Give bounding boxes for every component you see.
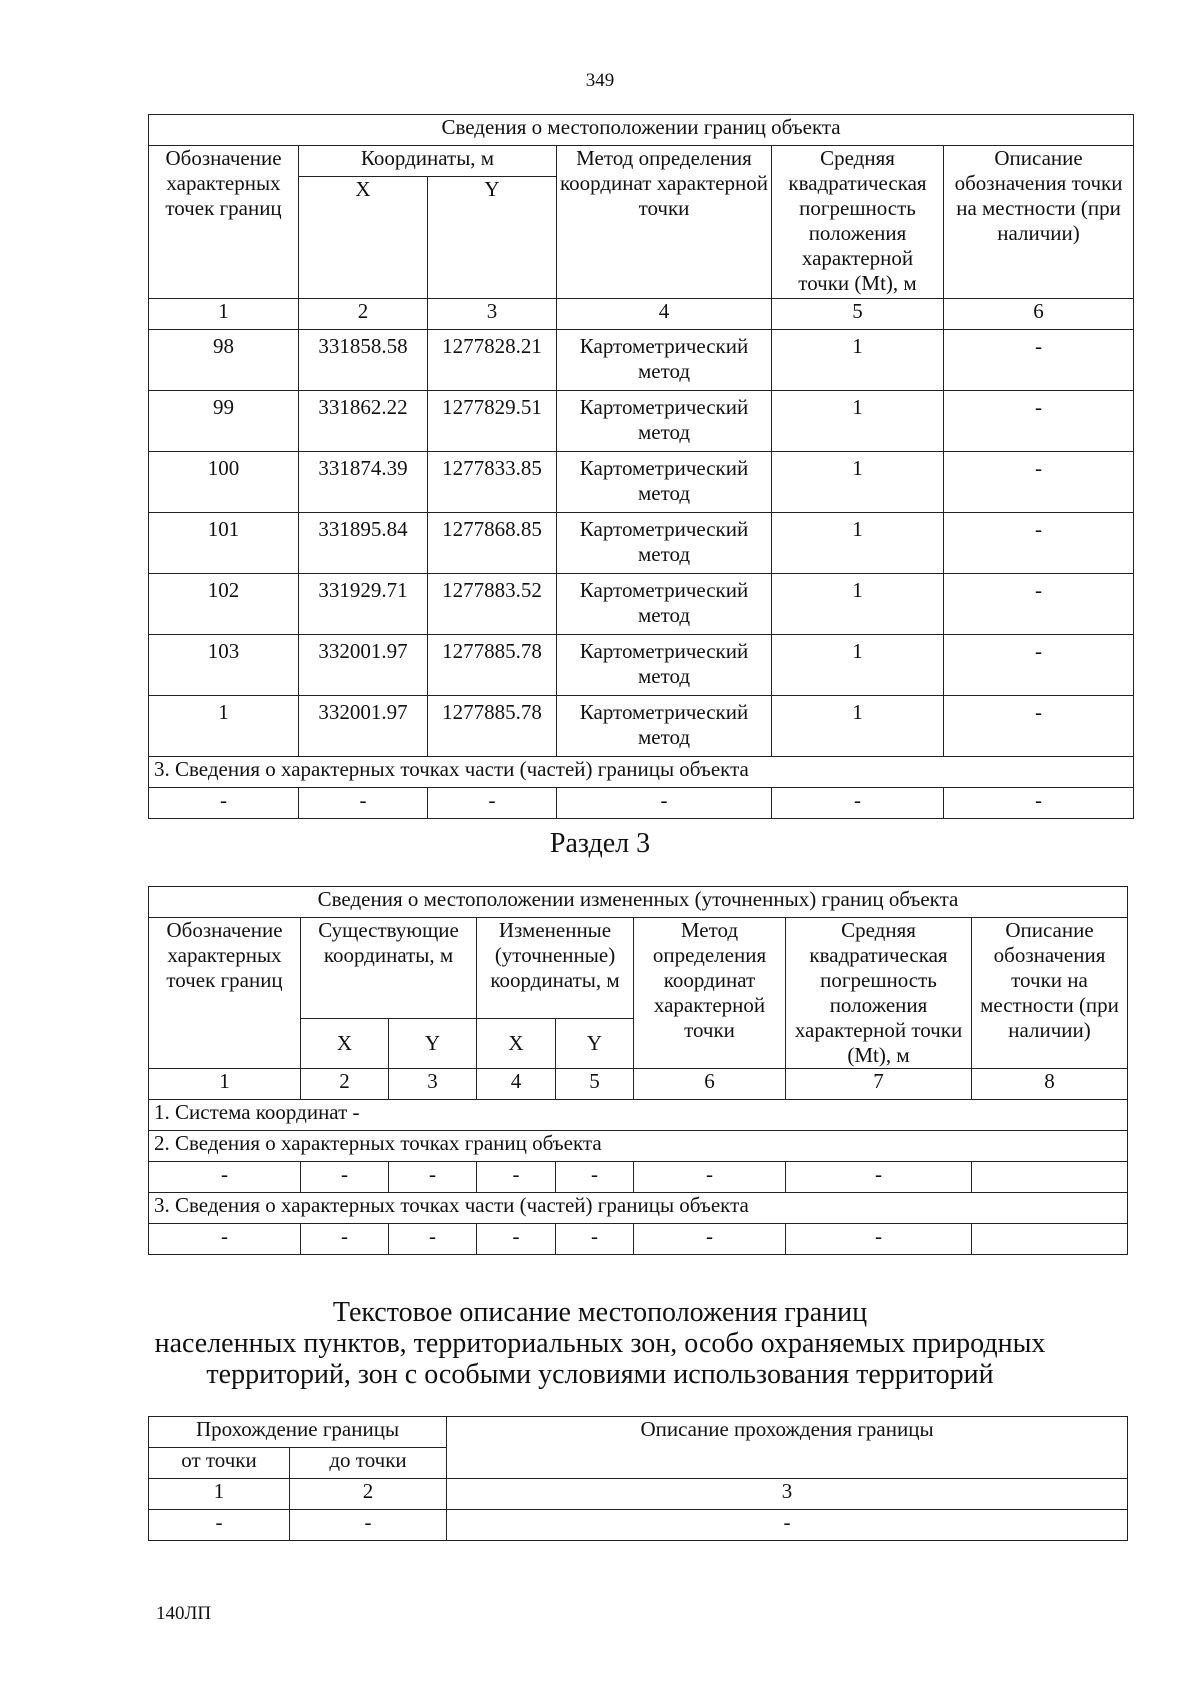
method-line1: Картометрический [579,395,749,419]
dash-cell: - [557,788,772,819]
dash-cell: - [786,1162,972,1193]
table2-section3-title: 3. Сведения о характерных точках части (частей) границы объекта [149,1193,1128,1224]
column-number: 1 [149,299,299,330]
accuracy: 1 [772,452,944,513]
dash-cell: - [556,1224,634,1255]
heading-line: населенных пунктов, территориальных зон, особо охраняемых природных [154,1328,1046,1359]
method [557,391,772,452]
column-number: 3 [428,299,557,330]
heading-line: Текстовое описание местоположения границ [332,1297,868,1328]
table1-header-accuracy: Средняя квадратическая погрешность положения характерной точки (Mt), м [772,146,944,299]
table1-title: Сведения о местоположении границ объекта [149,115,1134,146]
point-id: 101 [149,513,299,574]
dash-cell: - [290,1510,447,1541]
point-id: 98 [149,330,299,391]
table1-section3-title: 3. Сведения о характерных точках части (частей) границы объекта [149,757,1134,788]
dash-cell: - [389,1162,477,1193]
table-row [149,452,1134,513]
table-row [149,330,1134,391]
accuracy: 1 [772,330,944,391]
accuracy: 1 [772,635,944,696]
dash-cell: - [477,1162,556,1193]
column-number: 2 [299,299,428,330]
method-line1: Картометрический [579,700,749,724]
method-line2: метод [637,542,691,566]
method-line1: Картометрический [579,517,749,541]
method-line2: метод [637,603,691,627]
method-line2: метод [637,664,691,688]
description: - [944,696,1134,757]
column-number: 3 [447,1479,1128,1510]
table1-header-method: Метод определения координат характерной точки [557,146,772,299]
table-row [149,696,1134,757]
column-number: 6 [634,1069,786,1100]
table3-header-passage: Прохождение границы [149,1417,447,1448]
coord-x: 331929.71 [299,574,428,635]
column-number: 8 [972,1069,1128,1100]
method-line1: Картометрический [579,639,749,663]
column-number: 6 [944,299,1134,330]
table3-header-from: от точки [149,1448,290,1479]
dash-cell: - [634,1162,786,1193]
description: - [944,574,1134,635]
dash-cell: - [301,1162,389,1193]
table1-header-point: Обозначение характерных точек границ [149,146,299,299]
table2-header-x: X [301,1019,389,1069]
dash-cell: - [389,1224,477,1255]
section-heading: Раздел 3 [549,828,651,859]
dash-cell: - [786,1224,972,1255]
table2-coordinate-system: 1. Система координат - [149,1100,1128,1131]
point-id: 100 [149,452,299,513]
dash-cell: - [634,1224,786,1255]
method-line1: Картометрический [579,334,749,358]
method-line2: метод [637,420,691,444]
column-number: 5 [556,1069,634,1100]
table-row [149,574,1134,635]
empty-cell [972,1224,1128,1255]
coord-x: 331895.84 [299,513,428,574]
table2-header-accuracy: Средняя квадратическая погрешность положения характерной точки (Mt), м [786,918,972,1069]
dash-cell: - [944,788,1134,819]
method [557,635,772,696]
point-id: 103 [149,635,299,696]
method [557,696,772,757]
empty-cell [972,1162,1128,1193]
coord-x: 331874.39 [299,452,428,513]
boundary-points-table [148,114,1134,819]
coord-x: 331862.22 [299,391,428,452]
table-row [149,788,1134,819]
table2-header-changed: Измененные (уточненные) координаты, м [477,918,634,1019]
table1-header-y: Y [428,177,557,299]
changed-boundaries-table [148,886,1128,1255]
table-row [149,513,1134,574]
column-number: 2 [301,1069,389,1100]
table-row [149,391,1134,452]
table2-header-description: Описание обозначения точки на местности (при наличии) [972,918,1128,1069]
coord-x: 331858.58 [299,330,428,391]
text-description-heading [0,1297,1200,1390]
table2-header-y: Y [389,1019,477,1069]
description: - [944,330,1134,391]
coord-x: 332001.97 [299,635,428,696]
table-row [149,1224,1128,1255]
heading-line: территорий, зон с особыми условиями использования территорий [206,1359,994,1390]
column-number: 4 [557,299,772,330]
accuracy: 1 [772,696,944,757]
method-line2: метод [637,725,691,749]
dash-cell: - [299,788,428,819]
dash-cell: - [149,788,299,819]
description: - [944,635,1134,696]
description: - [944,391,1134,452]
method-line2: метод [637,481,691,505]
table-row [149,635,1134,696]
coord-y: 1277828.21 [428,330,557,391]
coord-y: 1277885.78 [428,635,557,696]
dash-cell: - [149,1162,301,1193]
method-line2: метод [637,359,691,383]
table2-header-x: X [477,1019,556,1069]
table1-header-x: X [299,177,428,299]
point-id: 1 [149,696,299,757]
column-number: 7 [786,1069,972,1100]
dash-cell: - [149,1510,290,1541]
description: - [944,452,1134,513]
coord-y: 1277829.51 [428,391,557,452]
table2-header-method: Метод определения координат характерной точки [634,918,786,1069]
method-line1: Картометрический [579,456,749,480]
table3-column-numbers [149,1479,1128,1510]
method [557,574,772,635]
table2-title: Сведения о местоположении измененных (уточненных) границ объекта [149,887,1128,918]
dash-cell: - [772,788,944,819]
document-code: 140ЛП [156,1603,212,1624]
point-id: 102 [149,574,299,635]
table3-header-to: до точки [290,1448,447,1479]
description: - [944,513,1134,574]
method [557,330,772,391]
coord-y: 1277868.85 [428,513,557,574]
table1-header-coords: Координаты, м [299,146,557,177]
dash-cell: - [301,1224,389,1255]
coord-y: 1277885.78 [428,696,557,757]
table-row [149,1162,1128,1193]
dash-cell: - [149,1224,301,1255]
column-number: 4 [477,1069,556,1100]
column-number: 1 [149,1479,290,1510]
point-id: 99 [149,391,299,452]
accuracy: 1 [772,513,944,574]
column-number: 3 [389,1069,477,1100]
table-row [149,1510,1128,1541]
dash-cell: - [447,1510,1128,1541]
method [557,452,772,513]
table3-header-description: Описание прохождения границы [447,1417,1128,1479]
table2-header-y: Y [556,1019,634,1069]
method [557,513,772,574]
table2-header-existing: Существующие координаты, м [301,918,477,1019]
method-line1: Картометрический [579,578,749,602]
coord-y: 1277883.52 [428,574,557,635]
accuracy: 1 [772,574,944,635]
table2-section2-title: 2. Сведения о характерных точках границ объекта [149,1131,1128,1162]
column-number: 2 [290,1479,447,1510]
column-number: 5 [772,299,944,330]
table1-column-numbers [149,299,1134,330]
accuracy: 1 [772,391,944,452]
dash-cell: - [428,788,557,819]
coord-x: 332001.97 [299,696,428,757]
table1-header-description: Описание обозначения точки на местности (при наличии) [944,146,1134,299]
dash-cell: - [556,1162,634,1193]
table2-column-numbers [149,1069,1128,1100]
page-number: 349 [585,70,615,91]
table2-header-point: Обозначение характерных точек границ [149,918,301,1069]
coord-y: 1277833.85 [428,452,557,513]
column-number: 1 [149,1069,301,1100]
dash-cell: - [477,1224,556,1255]
boundary-description-table [148,1416,1128,1541]
